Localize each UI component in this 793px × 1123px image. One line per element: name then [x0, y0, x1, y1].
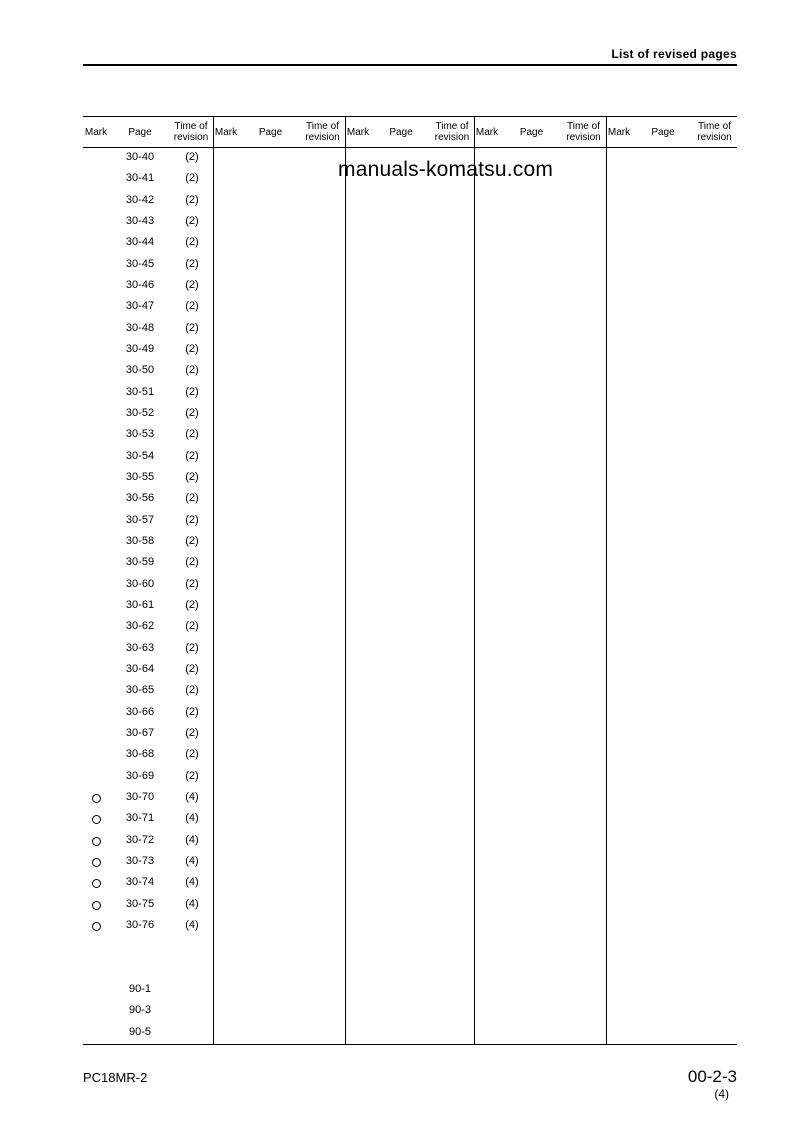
- revision-mark: [83, 791, 109, 806]
- page-number-cell: 30-42: [125, 194, 155, 206]
- circle-mark-icon: [92, 922, 101, 931]
- page-number-cell: 30-65: [125, 684, 155, 696]
- column-header-time-of-revision: [300, 117, 345, 147]
- column-header-mark: Mark: [84, 126, 108, 138]
- header-time-of-label: Time of: [698, 121, 731, 132]
- table-bottom-rule: [83, 1044, 737, 1045]
- revision-mark: [83, 812, 109, 827]
- column-divider: [474, 117, 475, 1044]
- time-of-revision-cell: (2): [185, 172, 199, 184]
- time-of-revision-cell: (4): [185, 834, 199, 846]
- header-rule: [83, 64, 737, 66]
- header-revision-label: revision: [305, 132, 340, 143]
- column-header-mark: Mark: [346, 126, 370, 138]
- table-header-rule: [83, 147, 737, 148]
- revision-mark: [83, 876, 109, 891]
- column-header-page: Page: [258, 126, 283, 138]
- page-number-cell: 30-60: [125, 578, 155, 590]
- circle-mark-icon: [92, 794, 101, 803]
- time-of-revision-cell: (2): [185, 279, 199, 291]
- page-number-cell: 30-67: [125, 727, 155, 739]
- time-of-revision-cell: (2): [185, 471, 199, 483]
- column-header-mark: Mark: [214, 126, 238, 138]
- revision-mark: [83, 855, 109, 870]
- time-of-revision-cell: (2): [185, 578, 199, 590]
- page-number-cell: 30-70: [125, 791, 155, 803]
- time-of-revision-cell: (2): [185, 620, 199, 632]
- page-number-cell: 90-5: [128, 1026, 152, 1038]
- header-revision-label: revision: [697, 132, 732, 143]
- page-number-cell: 30-62: [125, 620, 155, 632]
- page-number-cell: 30-58: [125, 535, 155, 547]
- page-number-cell: 30-71: [125, 812, 155, 824]
- column-header-mark: Mark: [607, 126, 631, 138]
- time-of-revision-cell: (4): [185, 791, 199, 803]
- column-divider: [345, 117, 346, 1044]
- page-number-cell: 30-57: [125, 514, 155, 526]
- page-number-cell: 30-50: [125, 364, 155, 376]
- page-number-cell: 30-61: [125, 599, 155, 611]
- time-of-revision-cell: (4): [185, 812, 199, 824]
- footer-model: PC18MR-2: [83, 1070, 148, 1085]
- page-number-cell: 30-55: [125, 471, 155, 483]
- time-of-revision-cell: (2): [185, 322, 199, 334]
- header-revision-label: revision: [434, 132, 470, 143]
- page-number-cell: 30-52: [125, 407, 155, 419]
- revision-mark: [83, 898, 109, 913]
- page-number-cell: 30-63: [125, 642, 155, 654]
- circle-mark-icon: [92, 858, 101, 867]
- circle-mark-icon: [92, 901, 101, 910]
- page-number-cell: 30-44: [125, 236, 155, 248]
- page-number-cell: 30-54: [125, 450, 155, 462]
- page-number-cell: 30-76: [125, 919, 155, 931]
- time-of-revision-cell: (2): [185, 535, 199, 547]
- column-header-time-of-revision: [169, 117, 213, 147]
- page-number-cell: 30-66: [125, 706, 155, 718]
- column-header-page: Page: [651, 126, 675, 138]
- time-of-revision-cell: (2): [185, 364, 199, 376]
- time-of-revision-cell: (2): [185, 556, 199, 568]
- column-header-time-of-revision: [430, 117, 474, 147]
- time-of-revision-cell: (2): [185, 343, 199, 355]
- time-of-revision-cell: (2): [185, 514, 199, 526]
- time-of-revision-cell: (2): [185, 428, 199, 440]
- column-header-page: Page: [519, 126, 544, 138]
- page-number-cell: 30-45: [125, 258, 155, 270]
- page-number-cell: 30-48: [125, 322, 155, 334]
- revision-mark: [83, 919, 109, 934]
- time-of-revision-cell: (2): [185, 450, 199, 462]
- column-header-mark: Mark: [475, 126, 499, 138]
- page-number-cell: 90-3: [128, 1004, 152, 1016]
- circle-mark-icon: [92, 837, 101, 846]
- time-of-revision-cell: (2): [185, 492, 199, 504]
- time-of-revision-cell: (2): [185, 194, 199, 206]
- column-divider: [606, 117, 607, 1044]
- page-number-cell: 30-68: [125, 748, 155, 760]
- header-title: List of revised pages: [611, 47, 737, 61]
- page-number-cell: 30-75: [125, 898, 155, 910]
- time-of-revision-cell: (2): [185, 258, 199, 270]
- header-revision-label: revision: [173, 132, 209, 143]
- column-header-time-of-revision: [561, 117, 606, 147]
- time-of-revision-cell: (4): [185, 855, 199, 867]
- header-time-of-label: Time of: [435, 121, 469, 132]
- time-of-revision-cell: (2): [185, 386, 199, 398]
- circle-mark-icon: [92, 815, 101, 824]
- time-of-revision-cell: (2): [185, 215, 199, 227]
- time-of-revision-cell: (4): [185, 919, 199, 931]
- time-of-revision-cell: (2): [185, 684, 199, 696]
- time-of-revision-cell: (2): [185, 642, 199, 654]
- header-time-of-label: Time of: [174, 121, 208, 132]
- column-header-time-of-revision: [692, 117, 737, 147]
- time-of-revision-cell: (4): [185, 876, 199, 888]
- page-number-cell: 30-53: [125, 428, 155, 440]
- page-number-cell: 30-51: [125, 386, 155, 398]
- page-number-cell: 30-72: [125, 834, 155, 846]
- page-number-cell: 30-64: [125, 663, 155, 675]
- page-number-cell: 30-73: [125, 855, 155, 867]
- page-number-cell: 30-46: [125, 279, 155, 291]
- page-number-cell: 30-40: [125, 151, 155, 163]
- page-number-cell: 30-43: [125, 215, 155, 227]
- time-of-revision-cell: (2): [185, 599, 199, 611]
- footer-revision: (4): [714, 1087, 729, 1101]
- header-time-of-label: Time of: [567, 121, 600, 132]
- page-number-cell: 30-49: [125, 343, 155, 355]
- time-of-revision-cell: (2): [185, 663, 199, 675]
- time-of-revision-cell: (2): [185, 770, 199, 782]
- circle-mark-icon: [92, 879, 101, 888]
- page-number-cell: 90-1: [128, 983, 152, 995]
- page-number-cell: 30-74: [125, 876, 155, 888]
- time-of-revision-cell: (2): [185, 236, 199, 248]
- header-revision-label: revision: [566, 132, 601, 143]
- time-of-revision-cell: (2): [185, 748, 199, 760]
- page-number-cell: 30-47: [125, 300, 155, 312]
- footer-page-number: 00-2-3: [687, 1067, 737, 1086]
- page-number-cell: 30-59: [125, 556, 155, 568]
- time-of-revision-cell: (2): [185, 407, 199, 419]
- revision-mark: [83, 834, 109, 849]
- time-of-revision-cell: (2): [185, 300, 199, 312]
- time-of-revision-cell: (4): [185, 898, 199, 910]
- column-header-page: Page: [389, 126, 413, 138]
- time-of-revision-cell: (2): [185, 151, 199, 163]
- watermark: manuals-komatsu.com: [338, 158, 554, 181]
- header-time-of-label: Time of: [306, 121, 339, 132]
- column-header-page: Page: [128, 126, 152, 138]
- page-number-cell: 30-69: [125, 770, 155, 782]
- page-number-cell: 30-56: [125, 492, 155, 504]
- time-of-revision-cell: (2): [185, 706, 199, 718]
- time-of-revision-cell: (2): [185, 727, 199, 739]
- page-number-cell: 30-41: [125, 172, 155, 184]
